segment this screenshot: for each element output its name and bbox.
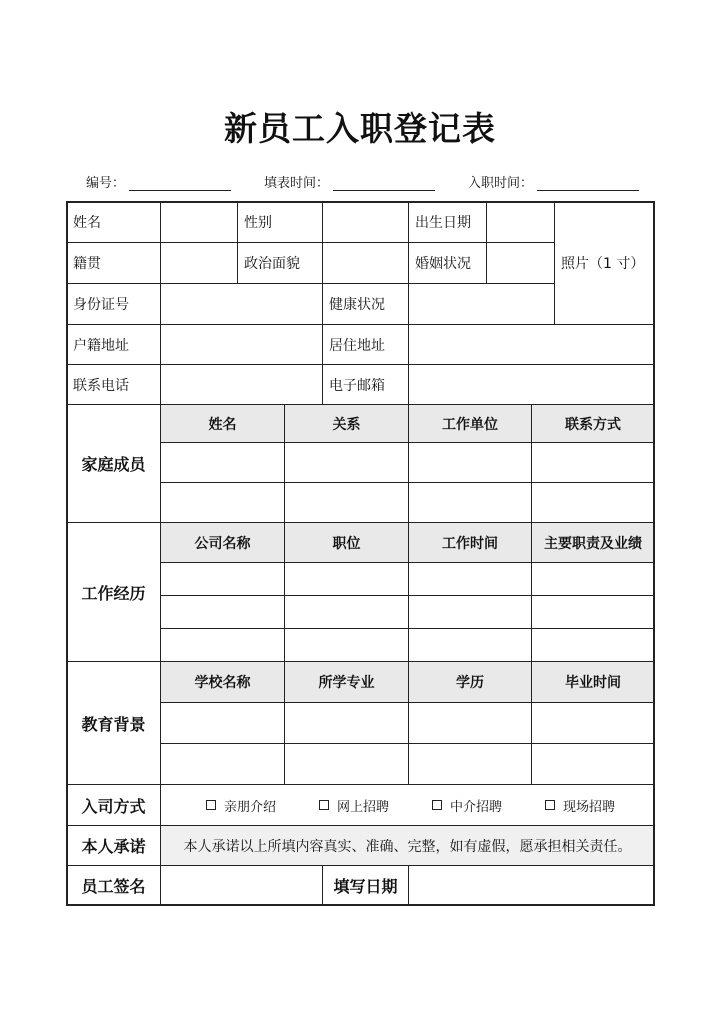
- marital-status-label: 婚姻状况: [408, 242, 487, 284]
- signature-label: 员工签名: [66, 865, 161, 906]
- work-section-label: 工作经历: [66, 522, 161, 662]
- family-section-label: 家庭成员: [66, 404, 161, 523]
- phone-label: 联系电话: [66, 364, 161, 405]
- checkbox-icon[interactable]: [432, 800, 442, 810]
- work-cell[interactable]: [284, 562, 409, 596]
- gender-input[interactable]: [322, 201, 409, 243]
- marital-status-input[interactable]: [486, 242, 555, 284]
- education-header-graduation: 毕业时间: [531, 661, 655, 703]
- pledge-label: 本人承诺: [66, 825, 161, 866]
- entry-option-onsite[interactable]: [545, 796, 615, 815]
- hukou-address-input[interactable]: [160, 324, 323, 365]
- family-header-employer: 工作单位: [408, 404, 532, 443]
- work-cell[interactable]: [284, 595, 409, 629]
- entry-option-label: 亲朋介绍: [224, 799, 277, 815]
- hukou-address-label: 户籍地址: [66, 324, 161, 365]
- fill-date-bottom-label: 填写日期: [322, 865, 409, 906]
- entry-option-agency[interactable]: [432, 796, 502, 815]
- email-input[interactable]: [408, 364, 655, 405]
- health-label: 健康状况: [322, 283, 409, 325]
- number-label: 编号：: [86, 176, 126, 191]
- entry-option-label: 现场招聘: [563, 799, 616, 815]
- family-cell[interactable]: [408, 482, 532, 523]
- education-header-degree: 学历: [408, 661, 532, 703]
- entry-option-referral[interactable]: [206, 796, 276, 815]
- political-status-label: 政治面貌: [237, 242, 323, 284]
- birth-date-input[interactable]: [486, 201, 555, 243]
- birth-date-label: 出生日期: [408, 201, 487, 243]
- entry-method-options: [160, 784, 655, 826]
- work-cell[interactable]: [531, 562, 655, 596]
- work-header-company: 公司名称: [160, 522, 285, 563]
- entry-option-label: 中介招聘: [450, 799, 503, 815]
- family-cell[interactable]: [408, 442, 532, 483]
- education-cell[interactable]: [531, 743, 655, 785]
- residence-address-input[interactable]: [408, 324, 655, 365]
- entry-option-label: 网上招聘: [337, 799, 390, 815]
- education-header-major: 所学专业: [284, 661, 409, 703]
- registration-form-table: [66, 201, 655, 906]
- family-cell[interactable]: [160, 482, 285, 523]
- education-cell[interactable]: [160, 743, 285, 785]
- family-header-contact: 联系方式: [531, 404, 655, 443]
- education-cell[interactable]: [160, 702, 285, 744]
- email-label: 电子邮箱: [322, 364, 409, 405]
- name-input[interactable]: [160, 201, 238, 243]
- work-cell[interactable]: [408, 628, 532, 662]
- gender-label: 性别: [237, 201, 323, 243]
- education-section-label: 教育背景: [66, 661, 161, 785]
- family-cell[interactable]: [531, 482, 655, 523]
- work-cell[interactable]: [408, 562, 532, 596]
- name-label: 姓名: [66, 201, 161, 243]
- education-cell[interactable]: [284, 743, 409, 785]
- work-cell[interactable]: [531, 628, 655, 662]
- family-cell[interactable]: [160, 442, 285, 483]
- political-status-input[interactable]: [322, 242, 409, 284]
- fill-date-input-line[interactable]: [333, 175, 435, 191]
- education-cell[interactable]: [284, 702, 409, 744]
- family-cell[interactable]: [284, 442, 409, 483]
- education-cell[interactable]: [531, 702, 655, 744]
- pledge-text: 本人承诺以上所填内容真实、准确、完整，如有虚假，愿承担相关责任。: [160, 825, 655, 866]
- number-input-line[interactable]: [129, 175, 231, 191]
- number-field-group: [86, 172, 231, 191]
- entry-option-online[interactable]: [319, 796, 389, 815]
- photo-box[interactable]: 照片（1 寸）: [554, 201, 655, 325]
- native-place-input[interactable]: [160, 242, 238, 284]
- work-header-duties: 主要职责及业绩: [531, 522, 655, 563]
- education-cell[interactable]: [408, 702, 532, 744]
- entry-date-field-group: [468, 172, 639, 191]
- residence-address-label: 居住地址: [322, 324, 409, 365]
- entry-method-label: 入司方式: [66, 784, 161, 826]
- family-cell[interactable]: [531, 442, 655, 483]
- fill-date-label: 填表时间：: [264, 176, 330, 191]
- checkbox-icon[interactable]: [206, 800, 216, 810]
- form-meta-row: [0, 172, 720, 192]
- checkbox-icon[interactable]: [545, 800, 555, 810]
- work-header-period: 工作时间: [408, 522, 532, 563]
- form-title: 新员工入职登记表: [224, 109, 496, 148]
- work-cell[interactable]: [284, 628, 409, 662]
- work-cell[interactable]: [160, 562, 285, 596]
- education-header-school: 学校名称: [160, 661, 285, 703]
- fill-date-bottom-input[interactable]: [408, 865, 655, 906]
- education-cell[interactable]: [408, 743, 532, 785]
- checkbox-icon[interactable]: [319, 800, 329, 810]
- phone-input[interactable]: [160, 364, 323, 405]
- native-place-label: 籍贯: [66, 242, 161, 284]
- work-cell[interactable]: [160, 628, 285, 662]
- work-cell[interactable]: [408, 595, 532, 629]
- signature-input[interactable]: [160, 865, 323, 906]
- work-cell[interactable]: [160, 595, 285, 629]
- family-header-relation: 关系: [284, 404, 409, 443]
- entry-date-label: 入职时间：: [468, 176, 534, 191]
- work-header-position: 职位: [284, 522, 409, 563]
- id-number-label: 身份证号: [66, 283, 161, 325]
- id-number-input[interactable]: [160, 283, 323, 325]
- work-cell[interactable]: [531, 595, 655, 629]
- fill-date-field-group: [264, 172, 435, 191]
- family-cell[interactable]: [284, 482, 409, 523]
- family-header-name: 姓名: [160, 404, 285, 443]
- health-input[interactable]: [408, 283, 555, 325]
- entry-date-input-line[interactable]: [537, 175, 639, 191]
